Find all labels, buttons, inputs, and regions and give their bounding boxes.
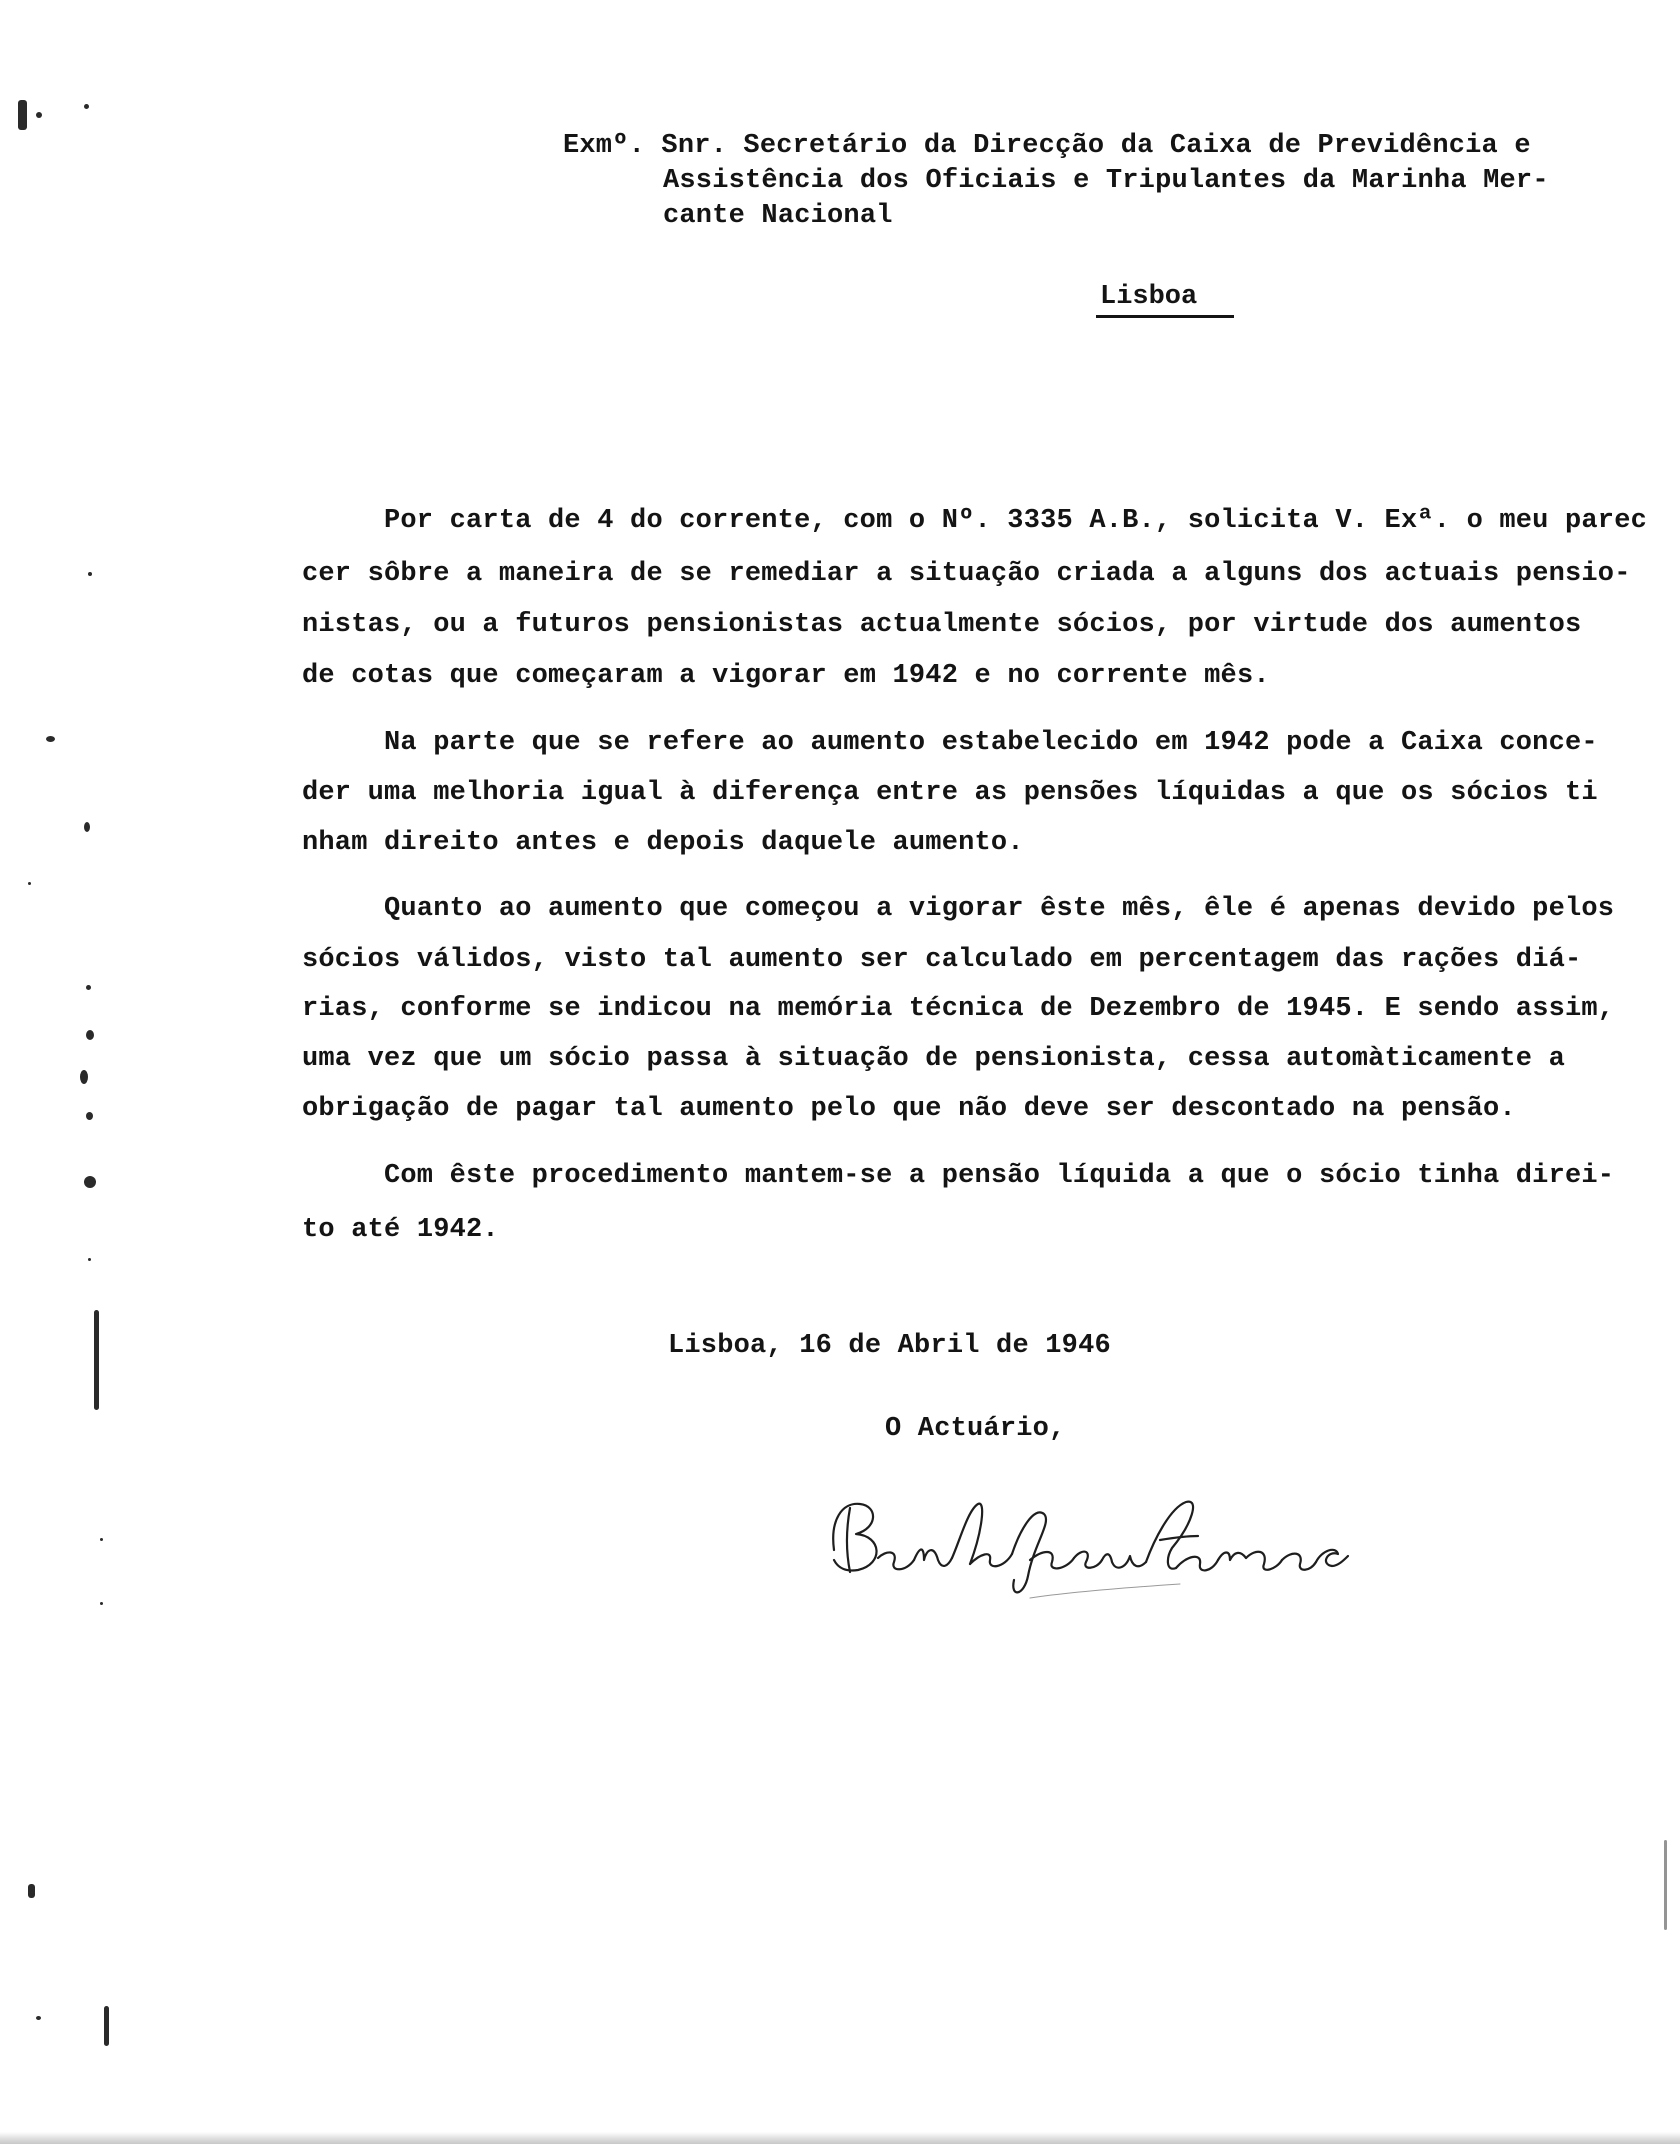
paragraph-1-line-4: de cotas que começaram a vigorar em 1942 e no corrente mês. <box>302 661 1270 691</box>
signatory-title: O Actuário, <box>885 1414 1066 1444</box>
paragraph-2-line-1: Na parte que se refere ao aumento estabelecido em 1942 pode a Caixa conce- <box>384 728 1598 758</box>
scan-speck <box>28 882 31 885</box>
addressee-line-3: cante Nacional <box>663 201 893 231</box>
paragraph-3-line-5: obrigação de pagar tal aumento pelo que não deve ser descontado na pensão. <box>302 1094 1516 1124</box>
handwritten-signature <box>820 1480 1360 1610</box>
scan-speck <box>28 1884 35 1898</box>
paragraph-2-line-3: nham direito antes e depois daquele aumento. <box>302 828 1024 858</box>
paragraph-3-line-2: sócios válidos, visto tal aumento ser calculado em percentagem das rações diá- <box>302 945 1582 975</box>
paragraph-4-line-1: Com êste procedimento mantem-se a pensão líquida a que o sócio tinha direi- <box>384 1161 1615 1191</box>
scan-bottom-edge <box>0 2132 1680 2144</box>
paragraph-3-line-1: Quanto ao aumento que começou a vigorar êste mês, êle é apenas devido pelos <box>384 894 1615 924</box>
scan-speck <box>104 2006 109 2046</box>
scan-speck <box>36 112 42 118</box>
paragraph-2-line-2: der uma melhoria igual à diferença entre as pensões líquidas a que os sócios ti <box>302 778 1598 808</box>
city-underline <box>1096 315 1234 318</box>
paragraph-1-line-3: nistas, ou a futuros pensionistas actualmente sócios, por virtude dos aumentos <box>302 610 1582 640</box>
city-heading: Lisboa <box>1100 282 1198 312</box>
scan-speck <box>94 1310 99 1410</box>
addressee-line-2: Assistência dos Oficiais e Tripulantes da Marinha Mer- <box>663 166 1549 196</box>
scan-speck <box>86 985 91 990</box>
scan-speck <box>18 100 27 130</box>
scan-speck <box>100 1538 103 1541</box>
paragraph-3-line-3: rias, conforme se indicou na memória técnica de Dezembro de 1945. E sendo assim, <box>302 994 1615 1024</box>
scan-speck <box>88 1258 91 1261</box>
paragraph-1-line-1: Por carta de 4 do corrente, com o Nº. 3335 A.B., solicita V. Exª. o meu parec <box>384 506 1648 536</box>
scan-speck <box>86 1030 94 1040</box>
scan-speck <box>1664 1840 1667 1930</box>
place-and-date: Lisboa, 16 de Abril de 1946 <box>668 1331 1111 1361</box>
scan-speck <box>88 572 92 576</box>
addressee-line-1: Exmº. Snr. Secretário da Direcção da Caixa de Previdência e <box>563 131 1531 161</box>
scan-speck <box>36 2016 41 2020</box>
scan-speck <box>86 1112 93 1120</box>
scan-speck <box>80 1070 88 1084</box>
scan-speck <box>100 1602 103 1605</box>
scan-speck <box>96 1390 99 1393</box>
paragraph-4-line-2: to até 1942. <box>302 1215 499 1245</box>
scan-speck <box>84 1176 96 1188</box>
paragraph-3-line-4: uma vez que um sócio passa à situação de pensionista, cessa automàticamente a <box>302 1044 1566 1074</box>
scan-speck <box>46 736 55 742</box>
scan-speck <box>84 822 90 832</box>
scan-speck <box>84 104 89 109</box>
paragraph-1-line-2: cer sôbre a maneira de se remediar a situação criada a alguns dos actuais pensio- <box>302 559 1631 589</box>
